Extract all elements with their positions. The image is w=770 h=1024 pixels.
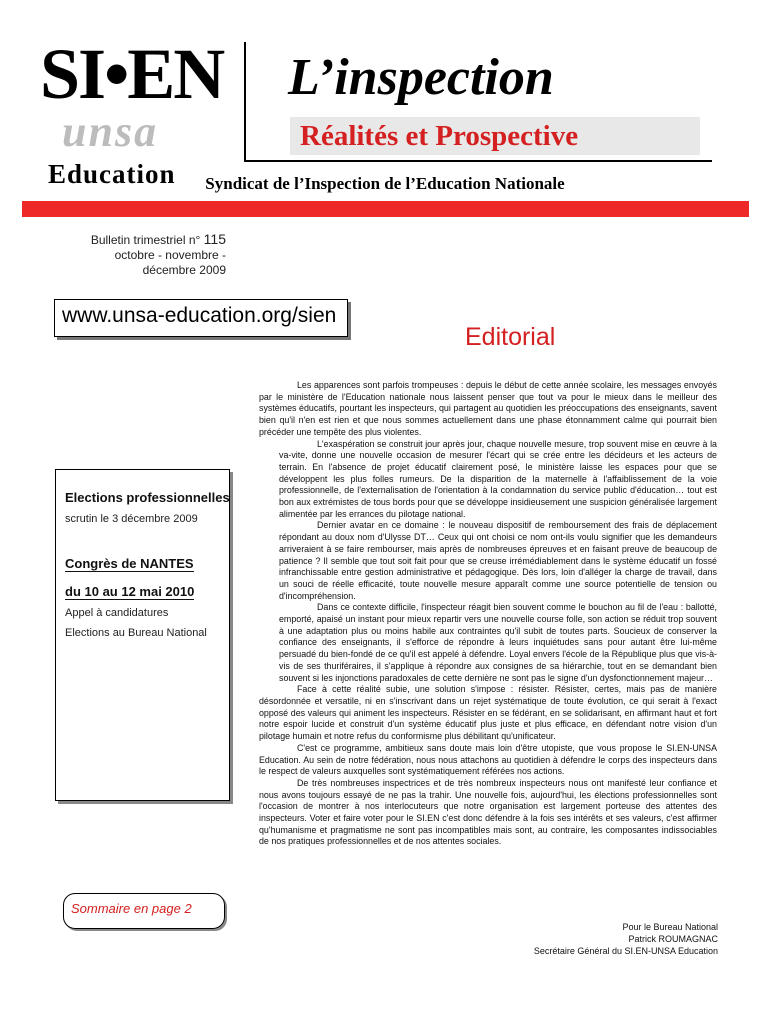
bulletin-label: Bulletin trimestriel n° (90, 233, 201, 247)
bulletin-period-2: décembre 2009 (142, 263, 226, 277)
sidebar-elections-heading: Elections professionnelles (65, 490, 230, 505)
signature-line-1: Pour le Bureau National (622, 922, 718, 932)
signature-name: Patrick ROUMAGNAC (628, 934, 718, 944)
sidebar-bureau: Elections au Bureau National (65, 627, 207, 639)
sien-logo (40, 34, 246, 189)
editorial-paragraph: De très nombreuses inspectrices et de très nombreux inspecteurs nous ont manifesté leur confiance et nous avons toujours essayé de ne pas la trahir. Une nouvelle fois, aujourd'hui, les élections professionnelles sont l'occasion de montrer à nos interlocuteurs que notre organisation est largement porteuse des attentes des inspecteurs. Voter et faire voter pour le SI.EN c'est donc défendre à la fois ses intérêts et ses valeurs, c'est affirmer qu'humanisme et pragmatisme ne sont pas incompatibles mais sont, au contraire, les composantes indissociables de nos pratiques professionnelles et de nos attentes sociales. (259, 777, 717, 847)
website-url[interactable]: www.unsa-education.org/sien (62, 304, 337, 327)
publication-subtitle: Réalités et Prospective (300, 120, 579, 152)
editorial-paragraph: Dans ce contexte difficile, l'inspecteur réagit bien souvent comme le bouchon au fil de l'eau : ballotté, emporté, apaisé un instant pour mieux repartir vers une nouvelle course folle, son action se réduit trop souvent à une adaptation plus ou moins habile aux contraintes qu'il subit de toutes parts. Soucieux de conserver la confiance des enseignants, il s'efforce de répondre à leurs inquiétudes sans pour autant être lui-même persuadé du bien-fondé de ce qu'il est appelé à défendre. Loyal envers l'école de la République plus que vis-à-vis de ses thuriféraires, il s'applique à répondre aux consignes de sa hiérarchie, tout en se demandant bien souvent si les injonctions paradoxales de cette dernière ne sont pas le signe d'un dysfonctionnement majeur… (279, 602, 717, 683)
syndicat-name: Syndicat de l’Inspection de l’Education Nationale (205, 174, 565, 193)
logo-unsa-text: unsa (62, 107, 159, 156)
bulletin-period-1: octobre - novembre - (114, 248, 226, 262)
editorial-paragraph: Dernier avatar en ce domaine : le nouveau dispositif de remboursement des frais de déplacement répondant au doux nom d'Ulysse DT… Ceux qui ont choisi ce nom ont-ils voulu signifier que les demandeurs arriveraient à se faire rembourser, mais après de nombreuses épreuves et en faisant preuve de beaucoup de patience ? Il semble que tout soit fait pour que se creuse irrémédiablement dans le système éducatif un fossé infranchissable entre gestion administrative et pédagogique. Dès lors, loin d'alléger la charge de travail, dans un souci de réelle efficacité, toute nouvelle mesure apparaît comme une source potentielle de tension ou d'incompréhension. (279, 520, 717, 601)
bulletin-info (40, 232, 226, 278)
signature-block (440, 921, 718, 957)
sommaire-link[interactable]: Sommaire en page 2 (71, 901, 192, 916)
editorial-paragraph: L'exaspération se construit jour après jour, chaque nouvelle mesure, trop souvent mise en œuvre à la va-vite, donne une nouvelle occasion de mesurer l'écart qui se crée entre les décideurs et les acteurs de terrain. En l'absence de projet éducatif clairement posé, le ministère laisse les espaces pour que se développent les plus folles rumeurs. De la disparition de la maternelle à l'affaiblissement de la voie professionnelle, de l'externalisation de l'orientation à la condamnation du service public d'éducation… tout est bon aux extrémistes de tous bords pour que se développe insidieusement une suspicion généralisée largement alimentée par les errances du pilotage national. (279, 438, 717, 519)
editorial-paragraph: C'est ce programme, ambitieux sans doute mais loin d'être utopiste, que vous propose le SI.EN-UNSA Education. Au sein de notre fédération, nous nous attachons au quotidien à défendre le corps des inspecteurs dans le respect de valeurs auxquelles sont systématiquement référées nos actions. (259, 742, 717, 777)
editorial-paragraph: Les apparences sont parfois trompeuses : depuis le début de cette année scolaire, les messages envoyés par le ministère de l'Education nationale nous laissent penser que tout va pour le mieux dans le meilleur des systèmes éducatifs, pourtant les inspecteurs, qui partagent au quotidien les préoccupations des enseignants, savent bien qu'il n'en est rien et que nous sommes actuellement dans une phase étonnamment calme qui pourrait bien précéder une tempête des plus violentes. (259, 380, 717, 437)
editorial-heading: Editorial (465, 323, 556, 351)
sidebar-congres-dates: du 10 au 12 mai 2010 (65, 584, 195, 599)
sidebar-appel: Appel à candidatures (65, 607, 169, 619)
sidebar-scrutin-date: scrutin le 3 décembre 2009 (65, 513, 198, 525)
signature-title: Secrétaire Général du SI.EN-UNSA Education (533, 946, 718, 956)
publication-title: L’inspection (288, 49, 554, 106)
logo-education-text: Education (48, 159, 176, 189)
logo-sien-text: SI•EN (40, 34, 224, 114)
editorial-paragraph: Face à cette réalité subie, une solution s'impose : résister. Résister, certes, mais pas de manière désordonnée et versatile, ni en s'inscrivant dans un rejet systématique de toute évolution, ce qui serait à l'exact opposé des valeurs qui animent les inspecteurs. Résister en se fédérant, en se solidarisant, en affirmant haut et fort notre espoir lucide et construit d'un système éducatif plus juste et plus efficace, en défendant notre vision d'un pilotage humain et notre refus du conformisme plus débilitant qu'unificateur. (259, 684, 717, 742)
bulletin-number: 115 (203, 231, 226, 247)
red-divider-bar (22, 201, 749, 217)
sidebar-congres-heading: Congrès de NANTES (65, 556, 194, 571)
editorial-body (259, 380, 717, 848)
